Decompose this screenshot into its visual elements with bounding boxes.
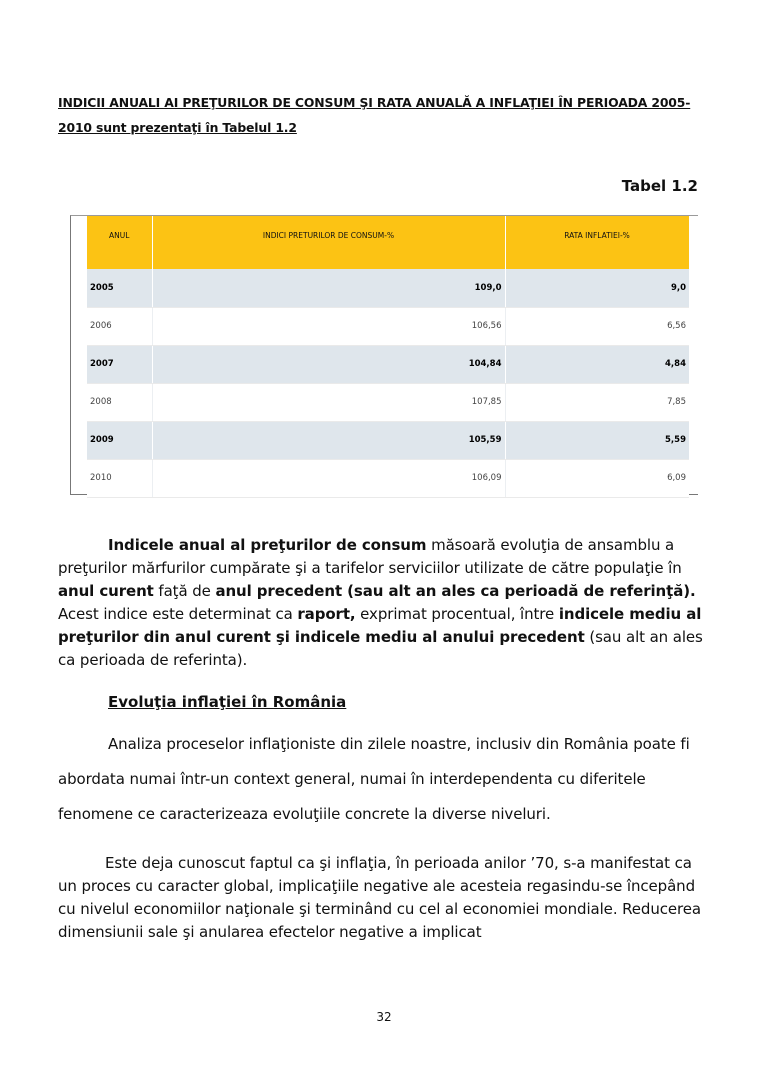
table-header-row (87, 216, 689, 269)
header-cpi: INDICI PRETURILOR DE CONSUM-% (152, 216, 505, 269)
cell-year: 2010 (87, 459, 152, 497)
cell-year: 2005 (87, 269, 152, 307)
page-number: 32 (376, 1010, 392, 1024)
table-row (87, 421, 689, 459)
body-text: faţă de (153, 582, 216, 600)
body-text: măsoară evoluţia de ansamblu a preţurilor mărfurilor cumpărate şi a tarifelor serviciilor utilizate de către populaţie în (58, 536, 682, 577)
table-frame (70, 215, 698, 495)
cell-cpi: 106,56 (152, 307, 505, 345)
paragraph-inflation-history (58, 852, 710, 944)
bold-text: indicele mediu al preţurilor din anul curent şi indicele mediu al anului precedent (58, 605, 702, 646)
cell-rate: 7,85 (505, 383, 689, 421)
body-text: (sau alt an ales ca perioada de referinta). (58, 628, 703, 669)
bold-text: raport, (297, 605, 356, 623)
bold-text: Indicele anual al preţurilor de consum (108, 536, 427, 554)
cell-rate: 5,59 (505, 421, 689, 459)
bold-text: anul precedent (sau alt an ales ca perioadă de referinţă). (215, 582, 696, 600)
cell-rate: 6,09 (505, 459, 689, 497)
cell-year: 2007 (87, 345, 152, 383)
cell-rate: 6,56 (505, 307, 689, 345)
section-title: Evoluţia inflaţiei în România (108, 693, 347, 711)
cpi-inflation-table (87, 216, 690, 498)
table-row (87, 269, 689, 307)
header-year: ANUL (87, 216, 152, 269)
paragraph-cpi-definition (58, 534, 710, 672)
table-row (87, 307, 689, 345)
header-inflation-rate: RATA INFLATIEI-% (505, 216, 689, 269)
table-row (87, 345, 689, 383)
body-text: Acest indice este determinat ca (58, 605, 298, 623)
body-text: Analiza proceselor inflaţioniste din zilele noastre, inclusiv din România poate fi abordata numai într-un context general, numai în interdependenta cu diferitele fenomene ce caracterizeaza evoluţiile concrete la diverse niveluri. (58, 735, 690, 823)
table-row (87, 459, 689, 497)
cell-rate: 9,0 (505, 269, 689, 307)
cell-cpi: 107,85 (152, 383, 505, 421)
cell-rate: 4,84 (505, 345, 689, 383)
cell-cpi: 104,84 (152, 345, 505, 383)
table-caption: Tabel 1.2 (621, 177, 698, 195)
cell-year: 2009 (87, 421, 152, 459)
paragraph-inflation-analysis (58, 727, 710, 832)
cell-cpi: 106,09 (152, 459, 505, 497)
body-text: exprimat procentual, între (355, 605, 559, 623)
cell-cpi: 105,59 (152, 421, 505, 459)
cell-year: 2006 (87, 307, 152, 345)
bold-text: anul curent (58, 582, 154, 600)
cell-year: 2008 (87, 383, 152, 421)
body-text: Este deja cunoscut faptul ca şi inflaţia, în perioada anilor ’70, s-a manifestat ca un proces cu caracter global, implicaţiile negative ale acesteia regasindu-se începând cu nivelul economiilor naţionale şi terminând cu cel al economiei mondiale. Reducerea dimensiunii sale şi anularea efectelor negative a implicat (58, 854, 701, 941)
document-heading: INDICII ANUALI AI PREŢURILOR DE CONSUM ŞI RATA ANUALĂ A INFLAŢIEI ÎN PERIOADA 2005-2010 sunt prezentaţi în Tabelul 1.2 (58, 95, 691, 135)
cell-cpi: 109,0 (152, 269, 505, 307)
table-row (87, 383, 689, 421)
